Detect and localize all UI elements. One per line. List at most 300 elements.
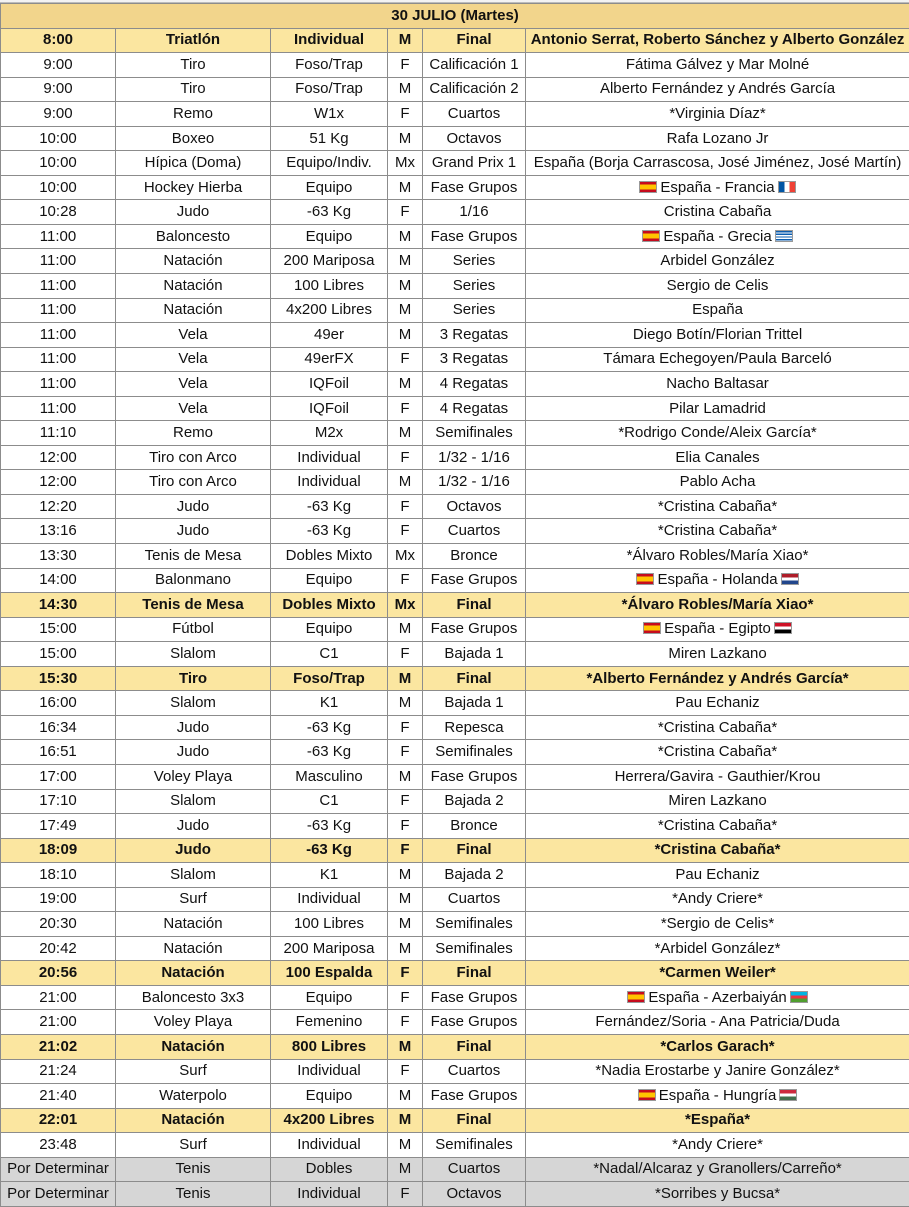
event-cell: Individual (271, 1133, 388, 1158)
sport-cell: Tiro (116, 53, 271, 78)
athletes-cell: *Rodrigo Conde/Aleix García* (526, 421, 909, 446)
phase-cell: 1/16 (423, 200, 526, 225)
gender-cell: M (388, 1084, 423, 1109)
phase-cell: Semifinales (423, 936, 526, 961)
phase-cell: Fase Grupos (423, 1010, 526, 1035)
flag-es-icon (627, 991, 645, 1003)
schedule-table (0, 3, 909, 1207)
sport-cell: Tiro (116, 77, 271, 102)
sport-cell: Natación (116, 936, 271, 961)
event-cell: Individual (271, 887, 388, 912)
flag-az-icon (790, 991, 808, 1003)
time-cell: 11:00 (1, 249, 116, 274)
event-cell: Equipo/Indiv. (271, 151, 388, 176)
phase-cell: Bronce (423, 544, 526, 569)
time-cell: Por Determinar (1, 1157, 116, 1182)
phase-cell: Bronce (423, 814, 526, 839)
gender-cell: M (388, 863, 423, 888)
gender-cell: F (388, 519, 423, 544)
event-cell: Dobles Mixto (271, 593, 388, 618)
sport-cell: Voley Playa (116, 764, 271, 789)
event-cell: Equipo (271, 985, 388, 1010)
sport-cell: Tenis de Mesa (116, 544, 271, 569)
phase-cell: Final (423, 838, 526, 863)
athletes-cell: *Cristina Cabaña* (526, 519, 909, 544)
gender-cell: M (388, 175, 423, 200)
sport-cell: Judo (116, 740, 271, 765)
schedule-row (1, 985, 909, 1010)
phase-cell: Series (423, 298, 526, 323)
athletes-cell (526, 1084, 909, 1109)
athletes-cell: *Arbidel González* (526, 936, 909, 961)
time-cell: 10:00 (1, 126, 116, 151)
gender-cell: F (388, 1182, 423, 1207)
gender-cell: F (388, 1059, 423, 1084)
flag-es-icon (636, 573, 654, 585)
phase-cell: Final (423, 1108, 526, 1133)
gender-cell: M (388, 666, 423, 691)
sport-cell: Voley Playa (116, 1010, 271, 1035)
sport-cell: Vela (116, 347, 271, 372)
schedule-row (1, 102, 909, 127)
gender-cell: F (388, 838, 423, 863)
sport-cell: Judo (116, 838, 271, 863)
event-cell: 800 Libres (271, 1034, 388, 1059)
event-cell: IQFoil (271, 396, 388, 421)
phase-cell: Calificación 1 (423, 53, 526, 78)
time-cell: 8:00 (1, 28, 116, 53)
event-cell: Individual (271, 1059, 388, 1084)
phase-cell: Grand Prix 1 (423, 151, 526, 176)
sport-cell: Fútbol (116, 617, 271, 642)
time-cell: 11:00 (1, 372, 116, 397)
athletes-cell: *Alberto Fernández y Andrés García* (526, 666, 909, 691)
athletes-cell (526, 175, 909, 200)
gender-cell: F (388, 985, 423, 1010)
phase-cell: Fase Grupos (423, 617, 526, 642)
gender-cell: F (388, 53, 423, 78)
event-cell: Dobles (271, 1157, 388, 1182)
phase-cell: 3 Regatas (423, 347, 526, 372)
schedule-row (1, 961, 909, 986)
phase-cell: Final (423, 28, 526, 53)
time-cell: 15:30 (1, 666, 116, 691)
gender-cell: M (388, 1133, 423, 1158)
phase-cell: Series (423, 249, 526, 274)
sport-cell: Surf (116, 1059, 271, 1084)
time-cell: 9:00 (1, 53, 116, 78)
gender-cell: F (388, 396, 423, 421)
schedule-row (1, 1034, 909, 1059)
time-cell: 9:00 (1, 102, 116, 127)
phase-cell: Final (423, 666, 526, 691)
flag-gr-icon (775, 230, 793, 242)
gender-cell: F (388, 200, 423, 225)
gender-cell: M (388, 1034, 423, 1059)
event-cell: Individual (271, 470, 388, 495)
phase-cell: Semifinales (423, 1133, 526, 1158)
athletes-cell: *Sorribes y Bucsa* (526, 1182, 909, 1207)
schedule-row (1, 224, 909, 249)
schedule-row (1, 789, 909, 814)
gender-cell: Mx (388, 544, 423, 569)
schedule-row (1, 1157, 909, 1182)
gender-cell: M (388, 224, 423, 249)
event-cell: Individual (271, 28, 388, 53)
phase-cell: Octavos (423, 494, 526, 519)
time-cell: 21:00 (1, 985, 116, 1010)
time-cell: 18:10 (1, 863, 116, 888)
gender-cell: M (388, 249, 423, 274)
event-cell: 51 Kg (271, 126, 388, 151)
phase-cell: Octavos (423, 126, 526, 151)
athletes-text: España - Francia (660, 179, 774, 196)
phase-cell: Final (423, 961, 526, 986)
schedule-row (1, 691, 909, 716)
gender-cell: M (388, 77, 423, 102)
time-cell: 14:30 (1, 593, 116, 618)
phase-cell: Fase Grupos (423, 175, 526, 200)
flag-es-icon (642, 230, 660, 242)
athletes-cell (526, 985, 909, 1010)
sport-cell: Tiro con Arco (116, 445, 271, 470)
schedule-row (1, 53, 909, 78)
time-cell: 10:28 (1, 200, 116, 225)
time-cell: 12:00 (1, 445, 116, 470)
sport-cell: Remo (116, 102, 271, 127)
athletes-cell: Elia Canales (526, 445, 909, 470)
sport-cell: Natación (116, 298, 271, 323)
schedule-row (1, 151, 909, 176)
sport-cell: Slalom (116, 789, 271, 814)
schedule-row (1, 666, 909, 691)
time-cell: 21:00 (1, 1010, 116, 1035)
phase-cell: Cuartos (423, 519, 526, 544)
athletes-cell: *Andy Criere* (526, 887, 909, 912)
time-cell: 15:00 (1, 642, 116, 667)
sport-cell: Tiro (116, 666, 271, 691)
athletes-cell: Támara Echegoyen/Paula Barceló (526, 347, 909, 372)
phase-cell: Fase Grupos (423, 568, 526, 593)
schedule-row (1, 863, 909, 888)
gender-cell: F (388, 102, 423, 127)
athletes-cell: Fátima Gálvez y Mar Molné (526, 53, 909, 78)
sport-cell: Tenis de Mesa (116, 593, 271, 618)
time-cell: 17:00 (1, 764, 116, 789)
event-cell: 100 Libres (271, 274, 388, 299)
event-cell: -63 Kg (271, 200, 388, 225)
sport-cell: Judo (116, 715, 271, 740)
gender-cell: M (388, 1157, 423, 1182)
schedule-row (1, 568, 909, 593)
athletes-text: España - Hungría (659, 1087, 777, 1104)
gender-cell: M (388, 912, 423, 937)
flag-es-icon (639, 181, 657, 193)
phase-cell: Cuartos (423, 1059, 526, 1084)
time-cell: 11:00 (1, 396, 116, 421)
event-cell: W1x (271, 102, 388, 127)
athletes-cell: *Cristina Cabaña* (526, 814, 909, 839)
event-cell: Foso/Trap (271, 666, 388, 691)
time-cell: 11:00 (1, 298, 116, 323)
flag-nl-icon (781, 573, 799, 585)
athletes-cell: Miren Lazkano (526, 642, 909, 667)
sport-cell: Judo (116, 494, 271, 519)
athletes-cell: *Cristina Cabaña* (526, 740, 909, 765)
schedule-row (1, 715, 909, 740)
time-cell: 11:00 (1, 347, 116, 372)
event-cell: Femenino (271, 1010, 388, 1035)
event-cell: Individual (271, 1182, 388, 1207)
time-cell: 15:00 (1, 617, 116, 642)
gender-cell: F (388, 445, 423, 470)
phase-cell: Fase Grupos (423, 764, 526, 789)
time-cell: 16:34 (1, 715, 116, 740)
phase-cell: Octavos (423, 1182, 526, 1207)
athletes-cell: Antonio Serrat, Roberto Sánchez y Alberto González (526, 28, 909, 53)
sport-cell: Natación (116, 961, 271, 986)
sport-cell: Tenis (116, 1157, 271, 1182)
phase-cell: Semifinales (423, 912, 526, 937)
schedule-row (1, 77, 909, 102)
event-cell: Equipo (271, 1084, 388, 1109)
gender-cell: M (388, 298, 423, 323)
flag-es-icon (643, 622, 661, 634)
schedule-row (1, 274, 909, 299)
athletes-text: España - Grecia (663, 228, 771, 245)
sport-cell: Natación (116, 912, 271, 937)
gender-cell: M (388, 470, 423, 495)
sport-cell: Natación (116, 249, 271, 274)
schedule-row (1, 593, 909, 618)
event-cell: 49er (271, 323, 388, 348)
phase-cell: Fase Grupos (423, 1084, 526, 1109)
phase-cell: Semifinales (423, 740, 526, 765)
time-cell: 18:09 (1, 838, 116, 863)
phase-cell: Final (423, 1034, 526, 1059)
athletes-cell: Arbidel González (526, 249, 909, 274)
sport-cell: Slalom (116, 642, 271, 667)
athletes-cell: *Carlos Garach* (526, 1034, 909, 1059)
phase-cell: Fase Grupos (423, 224, 526, 249)
gender-cell: M (388, 421, 423, 446)
gender-cell: M (388, 372, 423, 397)
time-cell: 14:00 (1, 568, 116, 593)
athletes-cell: Rafa Lozano Jr (526, 126, 909, 151)
schedule-row (1, 936, 909, 961)
event-cell: Equipo (271, 617, 388, 642)
flag-es-icon (638, 1089, 656, 1101)
athletes-cell: *Sergio de Celis* (526, 912, 909, 937)
schedule-row (1, 249, 909, 274)
sport-cell: Natación (116, 274, 271, 299)
phase-cell: 4 Regatas (423, 396, 526, 421)
schedule-row (1, 445, 909, 470)
athletes-cell: Pau Echaniz (526, 691, 909, 716)
schedule-row (1, 1133, 909, 1158)
time-cell: 20:30 (1, 912, 116, 937)
time-cell: 11:10 (1, 421, 116, 446)
schedule-row (1, 1059, 909, 1084)
athletes-cell: *Nadia Erostarbe y Janire González* (526, 1059, 909, 1084)
athletes-cell: Cristina Cabaña (526, 200, 909, 225)
gender-cell: F (388, 568, 423, 593)
schedule-row (1, 740, 909, 765)
gender-cell: F (388, 347, 423, 372)
event-cell: 49erFX (271, 347, 388, 372)
time-cell: 20:56 (1, 961, 116, 986)
schedule-row (1, 1108, 909, 1133)
time-cell: 12:20 (1, 494, 116, 519)
athletes-cell: *Carmen Weiler* (526, 961, 909, 986)
time-cell: Por Determinar (1, 1182, 116, 1207)
athletes-cell (526, 568, 909, 593)
phase-cell: 4 Regatas (423, 372, 526, 397)
phase-cell: Bajada 2 (423, 863, 526, 888)
sport-cell: Tiro con Arco (116, 470, 271, 495)
athletes-cell: *Virginia Díaz* (526, 102, 909, 127)
event-cell: Foso/Trap (271, 53, 388, 78)
gender-cell: F (388, 715, 423, 740)
athletes-cell: España (Borja Carrascosa, José Jiménez, José Martín) (526, 151, 909, 176)
sport-cell: Natación (116, 1108, 271, 1133)
sport-cell: Vela (116, 372, 271, 397)
sport-cell: Vela (116, 396, 271, 421)
event-cell: K1 (271, 863, 388, 888)
gender-cell: F (388, 789, 423, 814)
athletes-cell: Miren Lazkano (526, 789, 909, 814)
schedule-row (1, 519, 909, 544)
sport-cell: Judo (116, 814, 271, 839)
athletes-text: España - Azerbaiyán (648, 989, 786, 1006)
athletes-cell: *España* (526, 1108, 909, 1133)
time-cell: 12:00 (1, 470, 116, 495)
gender-cell: F (388, 1010, 423, 1035)
day-header-row (1, 4, 909, 29)
phase-cell: Bajada 1 (423, 691, 526, 716)
time-cell: 21:02 (1, 1034, 116, 1059)
event-cell: -63 Kg (271, 814, 388, 839)
schedule-row (1, 200, 909, 225)
flag-hu-icon (779, 1089, 797, 1101)
sport-cell: Triatlón (116, 28, 271, 53)
athletes-cell: Diego Botín/Florian Trittel (526, 323, 909, 348)
event-cell: C1 (271, 789, 388, 814)
gender-cell: F (388, 740, 423, 765)
sport-cell: Surf (116, 1133, 271, 1158)
schedule-row (1, 617, 909, 642)
flag-fr-icon (778, 181, 796, 193)
event-cell: Equipo (271, 224, 388, 249)
time-cell: 17:10 (1, 789, 116, 814)
day-header: 30 JULIO (Martes) (1, 4, 909, 29)
schedule-row (1, 421, 909, 446)
schedule-row (1, 1182, 909, 1207)
sport-cell: Surf (116, 887, 271, 912)
event-cell: 200 Mariposa (271, 249, 388, 274)
phase-cell: Calificación 2 (423, 77, 526, 102)
gender-cell: M (388, 126, 423, 151)
sport-cell: Baloncesto (116, 224, 271, 249)
time-cell: 10:00 (1, 175, 116, 200)
time-cell: 11:00 (1, 224, 116, 249)
sport-cell: Natación (116, 1034, 271, 1059)
flag-eg-icon (774, 622, 792, 634)
time-cell: 13:16 (1, 519, 116, 544)
event-cell: C1 (271, 642, 388, 667)
athletes-cell (526, 617, 909, 642)
event-cell: -63 Kg (271, 715, 388, 740)
athletes-cell: *Álvaro Robles/María Xiao* (526, 544, 909, 569)
sport-cell: Slalom (116, 863, 271, 888)
gender-cell: M (388, 1108, 423, 1133)
gender-cell: M (388, 887, 423, 912)
sport-cell: Vela (116, 323, 271, 348)
schedule-row (1, 347, 909, 372)
sport-cell: Boxeo (116, 126, 271, 151)
event-cell: 4x200 Libres (271, 1108, 388, 1133)
sport-cell: Hockey Hierba (116, 175, 271, 200)
phase-cell: Cuartos (423, 1157, 526, 1182)
athletes-cell: Sergio de Celis (526, 274, 909, 299)
sport-cell: Slalom (116, 691, 271, 716)
phase-cell: Fase Grupos (423, 985, 526, 1010)
gender-cell: M (388, 617, 423, 642)
time-cell: 23:48 (1, 1133, 116, 1158)
event-cell: M2x (271, 421, 388, 446)
athletes-cell: Herrera/Gavira - Gauthier/Krou (526, 764, 909, 789)
event-cell: -63 Kg (271, 838, 388, 863)
time-cell: 13:30 (1, 544, 116, 569)
time-cell: 20:42 (1, 936, 116, 961)
phase-cell: 1/32 - 1/16 (423, 445, 526, 470)
phase-cell: 3 Regatas (423, 323, 526, 348)
event-cell: Equipo (271, 175, 388, 200)
schedule-row (1, 298, 909, 323)
event-cell: Dobles Mixto (271, 544, 388, 569)
phase-cell: Bajada 1 (423, 642, 526, 667)
athletes-cell: Pau Echaniz (526, 863, 909, 888)
athletes-cell: *Cristina Cabaña* (526, 715, 909, 740)
athletes-cell: *Álvaro Robles/María Xiao* (526, 593, 909, 618)
event-cell: -63 Kg (271, 740, 388, 765)
schedule-row (1, 126, 909, 151)
schedule-row (1, 28, 909, 53)
schedule-row (1, 544, 909, 569)
gender-cell: F (388, 642, 423, 667)
sport-cell: Tenis (116, 1182, 271, 1207)
event-cell: 4x200 Libres (271, 298, 388, 323)
athletes-cell: *Cristina Cabaña* (526, 838, 909, 863)
event-cell: K1 (271, 691, 388, 716)
athletes-text: España - Egipto (664, 620, 771, 637)
time-cell: 10:00 (1, 151, 116, 176)
schedule-body (1, 4, 909, 1207)
event-cell: 100 Espalda (271, 961, 388, 986)
gender-cell: M (388, 28, 423, 53)
schedule-row (1, 764, 909, 789)
schedule-row (1, 912, 909, 937)
schedule-row (1, 470, 909, 495)
event-cell: Foso/Trap (271, 77, 388, 102)
gender-cell: Mx (388, 593, 423, 618)
time-cell: 21:40 (1, 1084, 116, 1109)
time-cell: 9:00 (1, 77, 116, 102)
time-cell: 22:01 (1, 1108, 116, 1133)
phase-cell: Semifinales (423, 421, 526, 446)
phase-cell: Cuartos (423, 887, 526, 912)
time-cell: 11:00 (1, 274, 116, 299)
